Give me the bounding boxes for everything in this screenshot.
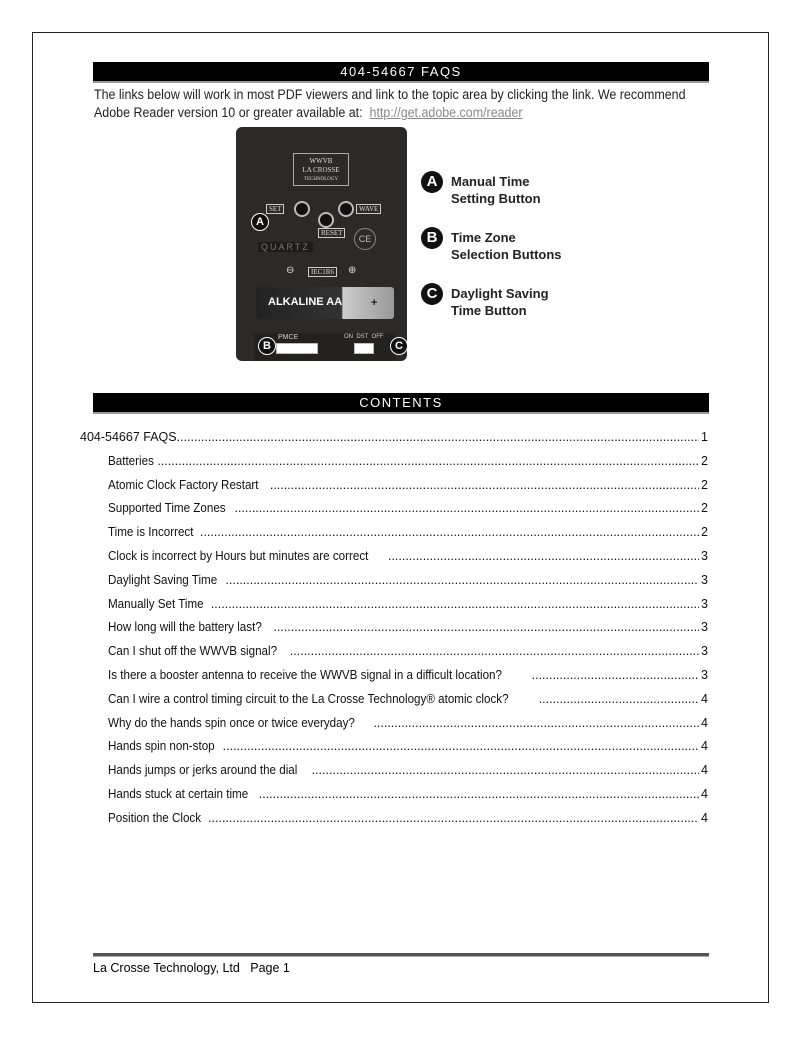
toc-entry-title: Atomic Clock Factory Restart [108, 477, 259, 492]
battery-plus: + [371, 297, 378, 309]
set-label: SET [266, 204, 284, 214]
toc-entry-title: Hands spin non-stop [108, 739, 215, 754]
toc-entry-title: Hands stuck at certain time [108, 787, 249, 801]
toc-entry-title: Is there a booster antenna to receive the WWVB signal in a difficult location? [108, 668, 502, 682]
wave-label: WAVE [356, 204, 381, 214]
toc-entry[interactable] [108, 454, 708, 468]
toc-entry-page: 4 [701, 715, 708, 730]
toc-entry-page: 1 [701, 430, 708, 444]
toc-entry[interactable] [108, 478, 708, 492]
toc-entry-title: How long will the battery last? [108, 620, 262, 635]
quartz-label: QUARTZ [258, 242, 313, 252]
intro-line-2: Adobe Reader version 10 or greater available at: [94, 105, 363, 120]
legend-a [451, 173, 541, 207]
toc-entry[interactable] [108, 573, 708, 587]
intro-line-1: The links below will work in most PDF viewers and link to the topic area by clicking the link. We recommend [94, 87, 686, 102]
minus-icon: ⊖ [286, 265, 295, 276]
badge-c: C [390, 337, 408, 355]
toc-entry[interactable] [108, 549, 708, 563]
legend-badge-b: B [421, 227, 443, 249]
battery-label: ALKALINE AA [268, 296, 343, 308]
toc-leader-dots [211, 597, 699, 611]
brand-text: LA CROSSE [302, 166, 340, 174]
toc-entry-page: 4 [701, 810, 708, 825]
legend-badge-a: A [421, 171, 443, 193]
time-zone-switch [276, 343, 318, 354]
toc-entry[interactable] [108, 644, 708, 658]
toc-entry-title: Can I wire a control timing circuit to the La Crosse Technology® atomic clock? [108, 691, 509, 706]
toc-entry-title: Position the Clock [108, 810, 202, 825]
toc-entry-page: 2 [701, 453, 708, 468]
plus-icon: ⊕ [348, 265, 357, 276]
legend-text: Selection Buttons [451, 247, 562, 262]
toc-entry[interactable] [108, 739, 708, 753]
legend-b [451, 229, 562, 263]
toc-entry-title: Batteries [108, 453, 154, 468]
badge-b: B [258, 337, 276, 355]
footer-divider [93, 953, 709, 957]
dst-switch [354, 343, 374, 354]
toc-entry-title: Can I shut off the WWVB signal? [108, 644, 278, 659]
toc-leader-dots [539, 692, 699, 706]
toc-leader-dots [388, 549, 699, 563]
toc-entry-page: 3 [701, 549, 708, 563]
toc-entry-title: 404-54667 FAQS [80, 430, 177, 444]
legend-badge-c: C [421, 283, 443, 305]
toc-entry[interactable] [108, 597, 708, 611]
toc-entry[interactable] [108, 501, 708, 515]
battery [256, 287, 394, 319]
brand-plate [293, 153, 349, 186]
toc-entry-page: 4 [701, 691, 708, 706]
toc-entry-page: 3 [701, 668, 708, 682]
toc-entry-page: 3 [701, 644, 708, 659]
toc-leader-dots [532, 668, 699, 682]
set-button [294, 201, 310, 217]
toc-entry[interactable] [108, 692, 708, 706]
toc-entry-page: 2 [701, 501, 708, 516]
legend-text: Daylight Saving [451, 286, 549, 301]
adobe-reader-link[interactable]: http://get.adobe.com/reader [369, 105, 523, 120]
toc-entry[interactable] [108, 620, 708, 634]
toc-entry-page: 3 [701, 620, 708, 635]
toc-entry-page: 4 [701, 763, 708, 778]
reset-label: RESET [318, 228, 345, 238]
toc-leader-dots [157, 454, 699, 468]
toc-leader-dots [270, 478, 699, 492]
brand-text: WWVB [309, 157, 333, 165]
toc-entry-page: 2 [701, 525, 708, 540]
toc-entry[interactable] [108, 787, 708, 801]
clock-back-image [236, 127, 407, 361]
reset-button [318, 212, 334, 228]
clock-diagram [233, 127, 565, 365]
toc-entry-title: Daylight Saving Time [108, 572, 218, 587]
toc-entry-title: Supported Time Zones [108, 501, 226, 516]
toc-leader-dots [177, 430, 699, 444]
toc-leader-dots [373, 716, 699, 730]
toc-entry-page: 3 [701, 596, 708, 611]
toc-leader-dots [259, 787, 699, 801]
toc-entry-title: Clock is incorrect by Hours but minutes are correct [108, 549, 369, 563]
legend-text: Setting Button [451, 191, 541, 206]
ce-mark: CE [354, 228, 376, 250]
toc-entry[interactable] [108, 525, 708, 539]
footer-text: La Crosse Technology, Ltd Page 1 [93, 961, 290, 975]
toc-entry-page: 3 [701, 572, 708, 587]
toc-entry[interactable] [108, 811, 708, 825]
toc-entry[interactable] [108, 763, 708, 777]
toc-entry-title: Manually Set Time [108, 596, 204, 611]
toc-entry-title: Hands jumps or jerks around the dial [108, 763, 298, 778]
intro-text [94, 86, 686, 122]
toc-leader-dots [200, 525, 699, 539]
toc-leader-dots [290, 644, 699, 658]
contents-heading: CONTENTS [93, 393, 709, 414]
toc-entry-title: Why do the hands spin once or twice everyday? [108, 715, 355, 730]
toc-entry-page: 4 [701, 787, 708, 801]
toc-leader-dots [225, 573, 699, 587]
legend-c [451, 285, 549, 319]
toc-entry-page: 4 [701, 739, 708, 754]
toc-leader-dots [234, 501, 699, 515]
pmce-label: PMCE [278, 334, 299, 341]
page-title: 404-54667 FAQS [93, 62, 709, 83]
wave-button [338, 201, 354, 217]
dst-label: ON DST OFF [344, 334, 384, 340]
toc-leader-dots [273, 620, 699, 634]
toc-leader-dots [223, 739, 699, 753]
toc-entry[interactable] [108, 716, 708, 730]
toc-entry-page: 2 [701, 477, 708, 492]
battery-type-label: IEC1R6 [308, 267, 337, 277]
toc-entry-title: Time is Incorrect [108, 525, 194, 540]
badge-a: A [251, 213, 269, 231]
toc-leader-dots [312, 763, 699, 777]
legend-text: Manual Time [451, 174, 530, 189]
toc-leader-dots [208, 811, 699, 825]
legend-text: Time Zone [451, 230, 516, 245]
legend-text: Time Button [451, 303, 527, 318]
toc-entry[interactable] [108, 668, 708, 682]
brand-text: TECHNOLOGY [303, 177, 339, 182]
toc-entry[interactable] [80, 430, 708, 444]
